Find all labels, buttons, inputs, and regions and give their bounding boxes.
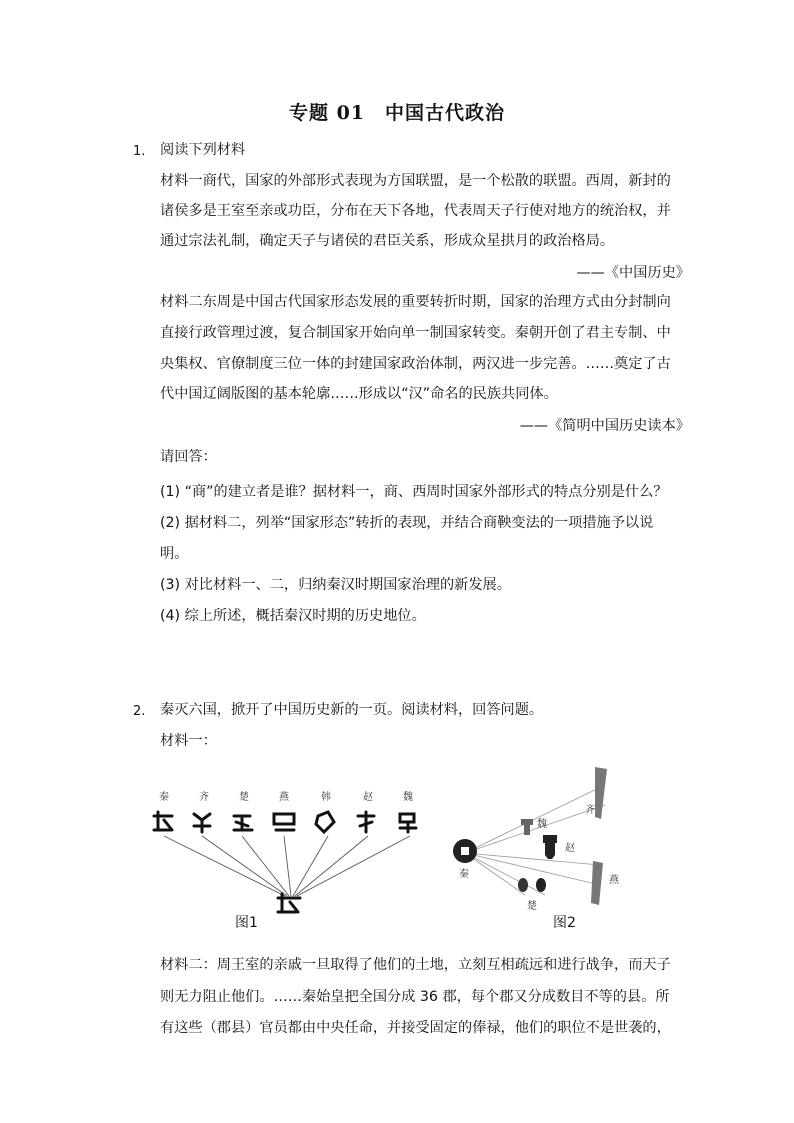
fig2-label-qin: 秦: [459, 869, 469, 880]
question-1-intro: 阅读下列材料: [160, 142, 246, 158]
q2-material1-label: 材料一：: [160, 733, 217, 749]
chu-coin: [518, 878, 528, 892]
q1-ask: 请回答：: [160, 449, 217, 465]
glyph-yan: [274, 814, 294, 830]
q1-subquestion: (1) “商”的建立者是谁？据材料一，商、西周时国家外部形式的特点分别是什么？: [160, 484, 668, 500]
question-1-number: 1.: [133, 144, 146, 159]
q2-material2-line: 材料二：周王室的亲戚一旦取得了他们的土地，立刻互相疏远和进行战争，而天子: [160, 957, 671, 973]
fig2-label-yan: 燕: [609, 875, 619, 886]
question-2-number: 2.: [133, 704, 146, 719]
glyph-chu: [234, 816, 252, 830]
q2-material2-line: 有这些（郡县）官员都由中央任命，并接受固定的俸禄，他们的职位不是世袭的，: [160, 1020, 671, 1036]
glyph-zhao: [358, 812, 374, 832]
q1-material1-line: 诸侯多是王室至亲或功臣，分布在天下各地，代表周天子行使对地方的统治权，并: [160, 203, 671, 219]
fig1-state-label: 齐: [199, 792, 209, 803]
yan-knife-coin: [591, 861, 603, 905]
fig2-label-zhao: 赵: [565, 843, 575, 854]
q1-subquestion: 明。: [160, 546, 189, 562]
q1-material2-line: 代中国辽阔版图的基本轮廓……形成以“汉”命名的民族共同体。: [160, 386, 558, 402]
glyph-unified: [278, 894, 300, 912]
fig1-state-label: 韩: [321, 792, 331, 803]
q2-material2-line: 则无力阻止他们。……秦始皇把全国分成 36 郡，每个郡又分成数目不等的县。所: [160, 989, 670, 1005]
qi-knife-coin: [595, 767, 607, 819]
fig1-state-label: 楚: [239, 792, 249, 803]
figure-1-caption: 图1: [235, 915, 258, 931]
glyph-qi: [194, 814, 210, 832]
page-title: 专题 01 中国古代政治: [288, 102, 506, 124]
fig1-state-label: 秦: [159, 792, 169, 803]
q1-material1-line: 通过宗法礼制，确定天子与诸侯的君臣关系，形成众星拱月的政治格局。: [160, 233, 615, 249]
wei-spade-coin: [521, 819, 533, 835]
glyph-han: [316, 812, 334, 832]
figure-2-currency-unification: [445, 765, 635, 915]
q1-material1-source: ——《中国历史》: [576, 265, 690, 281]
q1-subquestion: (2) 据材料二，列举“国家形态”转折的表现，并结合商鞅变法的一项措施予以说: [160, 515, 654, 531]
glyph-wei: [400, 814, 416, 832]
figure-1-script-unification: [150, 786, 430, 916]
glyph-qin: [154, 812, 172, 830]
fig1-state-label: 魏: [403, 792, 413, 803]
q1-material2-line: 材料二东周是中国古代国家形态发展的重要转折时期，国家的治理方式由分封制向: [160, 294, 671, 310]
figure-2-caption: 图2: [553, 915, 576, 931]
fig1-state-label: 赵: [363, 792, 373, 803]
q1-material2-line: 央集权、官僚制度三位一体的封建国家政治体制，两汉进一步完善。……奠定了古: [160, 356, 671, 372]
q1-subquestion: (3) 对比材料一、二，归纳秦汉时期国家治理的新发展。: [160, 577, 511, 593]
zhao-spade-coin: [543, 835, 557, 859]
q1-subquestion: (4) 综上所述，概括秦汉时期的历史地位。: [160, 608, 426, 624]
fig1-state-label: 燕: [279, 792, 289, 803]
fig2-label-chu: 楚: [527, 901, 537, 912]
q1-material2-line: 直接行政管理过渡，复合制国家开始向单一制国家转变。秦朝开创了君主专制、中: [160, 325, 671, 341]
fig2-label-wei: 魏: [537, 819, 547, 830]
fig2-label-qi: 齐: [585, 805, 595, 816]
q1-material1-line: 材料一商代，国家的外部形式表现为方国联盟，是一个松散的联盟。西周，新封的: [160, 173, 671, 189]
question-2-intro: 秦灭六国，掀开了中国历史新的一页。阅读材料，回答问题。: [160, 702, 544, 718]
chu-coin: [536, 878, 546, 892]
q1-material2-source: ——《简明中国历史读本》: [519, 418, 690, 434]
